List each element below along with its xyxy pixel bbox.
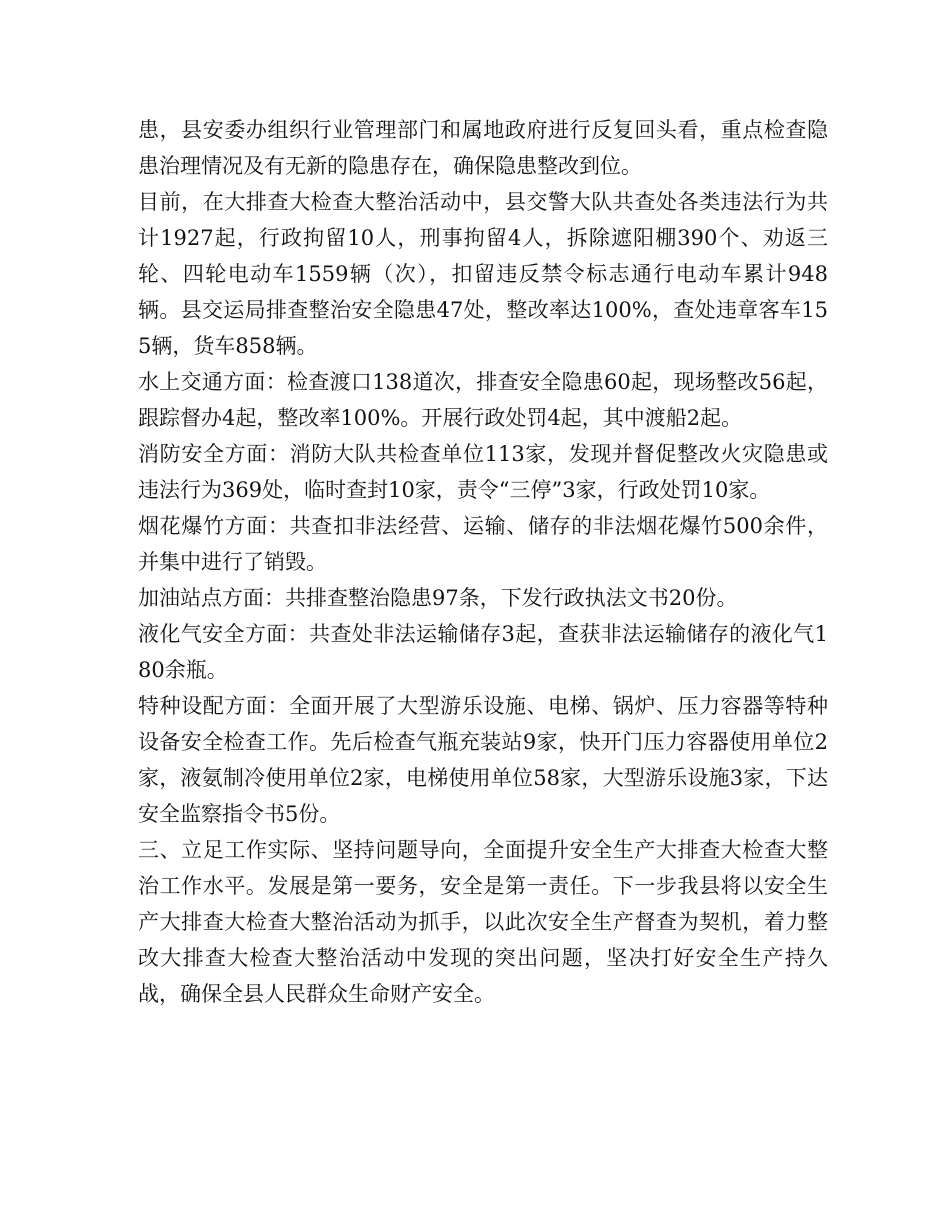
document-body [138, 112, 828, 1012]
paragraph-gas-stations: 加油站点方面：共排查整治隐患97条，下发行政执法文书20份。 [138, 586, 738, 610]
paragraph-fire-safety: 消防安全方面：消防大队共检查单位113家，发现并督促整改火灾隐患或违法行为369处，临时查封10家，责令“三停”3家，行政处罚10家。 [138, 442, 828, 502]
paragraph-hazard-review: 患，县安委办组织行业管理部门和属地政府进行反复回头看，重点检查隐患治理情况及有无新的隐患存在，确保隐患整改到位。 [138, 118, 828, 178]
paragraph-fireworks: 烟花爆竹方面：共查扣非法经营、运输、储存的非法烟花爆竹500余件，并集中进行了销毁。 [138, 514, 828, 574]
paragraph-section-three: 三、立足工作实际、坚持问题导向，全面提升安全生产大排查大检查大整治工作水平。发展是第一要务，安全是第一责任。下一步我县将以安全生产大排查大检查大整治活动为抓手，以此次安全生产督查为契机，着力整改大排查大检查大整治活动中发现的突出问题，坚决打好安全生产持久战，确保全县人民群众生命财产安全。 [138, 838, 828, 1006]
paragraph-lpg-safety: 液化气安全方面：共查处非法运输储存3起，查获非法运输储存的液化气180余瓶。 [138, 622, 828, 682]
paragraph-water-traffic: 水上交通方面：检查渡口138道次，排查安全隐患60起，现场整改56起，跟踪督办4起，整改率100%。开展行政处罚4起，其中渡船2起。 [138, 370, 828, 430]
paragraph-special-equipment: 特种设配方面：全面开展了大型游乐设施、电梯、锅炉、压力容器等特种设备安全检查工作。先后检查气瓶充装站9家，快开门压力容器使用单位2家，液氨制冷使用单位2家，电梯使用单位58家，大型游乐设施3家，下达安全监察指令书5份。 [138, 694, 828, 826]
paragraph-traffic-results: 目前，在大排查大检查大整治活动中，县交警大队共查处各类违法行为共计1927起，行政拘留10人，刑事拘留4人，拆除遮阳棚390个、劝返三轮、四轮电动车1559辆（次），扣留违反禁令标志通行电动车累计948辆。县交运局排查整治安全隐患47处，整改率达100%，查处违章客车155辆，货车858辆。 [138, 190, 828, 358]
